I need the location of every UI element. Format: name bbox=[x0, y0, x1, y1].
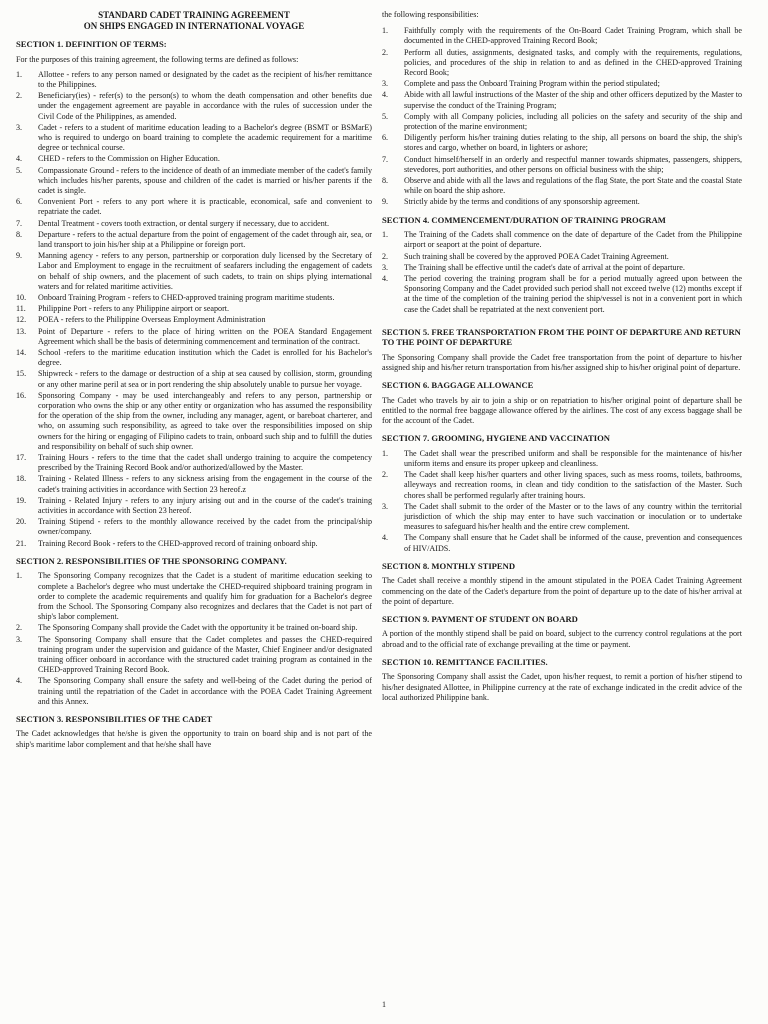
list-item-text: The Sponsoring Company shall ensure that the Cadet completes and passes the CHED-required training program under the supervision and guidance of the Master, Chief Engineer and/or designated training officer onboard in accordance with the structured cadet training program as contained in the CHED-approved Training Record Book. bbox=[38, 634, 372, 675]
section-5-heading: SECTION 5. FREE TRANSPORTATION FROM THE POINT OF DEPARTURE AND RETURN TO THE POINT OF DEPARTURE bbox=[382, 326, 741, 348]
list-item bbox=[16, 166, 372, 197]
list-item bbox=[16, 369, 372, 389]
list-item-number: 9. bbox=[382, 197, 389, 207]
list-item-text: The Cadet shall keep his/her quarters and other living spaces, such as mess rooms, toilets, bathrooms, alleyways and recreation rooms, in clean and tidy condition to the satisfaction of the Master. Such chores shall be performed regularly after training hours. bbox=[404, 470, 742, 500]
list-item bbox=[382, 176, 742, 196]
list-item bbox=[16, 154, 372, 164]
list-item bbox=[16, 91, 372, 122]
list-item-number: 2. bbox=[16, 623, 23, 633]
list-item-number: 3. bbox=[382, 262, 389, 272]
list-item-text: The Training shall be effective until the cadet's date of arrival at the point of departure. bbox=[404, 262, 685, 272]
list-item-text: School -refers to the maritime education institution which the Cadet is enrolled for his Bachelor's degree. bbox=[38, 347, 372, 368]
list-item bbox=[16, 251, 372, 292]
list-item-number: 1. bbox=[382, 230, 389, 240]
list-item bbox=[16, 517, 372, 537]
list-item-number: 7. bbox=[16, 218, 23, 228]
list-item-number: 11. bbox=[16, 304, 26, 314]
list-item-text: Sponsoring Company - may be used interchangeably and refers to any person, partnership or corporation who owns the ship or any other entity or organization who has assumed the responsibility for the operation of the ship from the owner, including any manager, agent, or bareboat charterer, and who, on assuming such responsibility, as agreed to take over the responsibilities imposed on ship owners for the hiring or engaging of Filipino cadets to train, onboard such ship and to fulfill the duties and responsibility on behalf of such ship owner. bbox=[38, 390, 372, 451]
list-item-text: Conduct himself/herself in an orderly and respectful manner towards shipmates, passengers, shippers, stevedores, port authorities, and other persons on official business with the ship; bbox=[404, 154, 742, 174]
list-item bbox=[382, 48, 742, 79]
list-item-text: The Company shall ensure that he Cadet shall be informed of the cause, prevention and consequences of HIV/AIDS. bbox=[404, 533, 742, 553]
list-item-text: Strictly abide by the terms and conditions of any sponsorship agreement. bbox=[404, 197, 640, 207]
list-item bbox=[382, 449, 742, 469]
section-7-heading: SECTION 7. GROOMING, HYGIENE AND VACCINATION bbox=[382, 433, 611, 444]
list-item-number: 3. bbox=[382, 79, 389, 89]
list-item-text: Training Record Book - refers to the CHED-approved record of training onboard ship. bbox=[38, 538, 318, 548]
list-item-number: 3. bbox=[16, 122, 23, 132]
section-1-list bbox=[16, 70, 372, 549]
document-title bbox=[16, 10, 372, 32]
section-1-intro: For the purposes of this training agreement, the following terms are defined as follows: bbox=[16, 54, 299, 64]
list-item-number: 14. bbox=[16, 347, 27, 357]
section-7-list bbox=[382, 449, 742, 554]
list-item-text: Onboard Training Program - refers to CHED-approved training program maritime students. bbox=[38, 292, 335, 302]
section-5-body: The Sponsoring Company shall provide the Cadet free transportation from the point of departure to his/her assigned ship and his/her return transportation from his/her assigned ship to his/her original point of departure. bbox=[382, 352, 742, 372]
list-item bbox=[16, 219, 372, 229]
section-8-heading: SECTION 8. MONTHLY STIPEND bbox=[382, 560, 516, 571]
list-item bbox=[382, 197, 742, 207]
section-3-continuation: the following responsibilities: bbox=[382, 10, 479, 19]
list-item-number: 1. bbox=[16, 69, 23, 79]
list-item bbox=[16, 230, 372, 250]
list-item-text: Comply with all Company policies, including all policies on the safety and security of the ship and protection of the marine environment; bbox=[404, 111, 742, 132]
list-item-number: 17. bbox=[16, 453, 27, 463]
page-number: 1 bbox=[382, 1000, 386, 1009]
list-item-text: Training - Related Injury - refers to any injury arising out and in the course of the cadet's training activities in accordance with Section 23 hereof. bbox=[38, 495, 372, 516]
list-item bbox=[16, 70, 372, 90]
list-item bbox=[16, 474, 372, 494]
list-item-text: Observe and abide with all the laws and regulations of the flag State, the port State and the coastal State while on board the ship ashore. bbox=[404, 176, 742, 196]
list-item-number: 4. bbox=[382, 533, 389, 543]
list-item-number: 2. bbox=[382, 47, 389, 57]
list-item-number: 8. bbox=[382, 176, 389, 186]
list-item-number: 3. bbox=[382, 501, 389, 511]
list-item bbox=[382, 502, 742, 533]
section-8-body: The Cadet shall receive a monthly stipend in the amount stipulated in the POEA Cadet Training Agreement commencing on the date of the Cadet's departure from the point of departure up to the date of his/her arrival at the point of departure. bbox=[382, 576, 742, 606]
left-column bbox=[16, 10, 372, 755]
list-item-number: 4. bbox=[382, 273, 389, 283]
list-item bbox=[382, 112, 742, 132]
list-item bbox=[16, 496, 372, 516]
list-item-text: Training Hours - refers to the time that the cadet shall undergo training to acquire the competency prescribed by the Training Record Book and/or authorized/allowed by the Master. bbox=[38, 453, 372, 473]
section-6-body: The Cadet who travels by air to join a ship or on repatriation to his/her original point of departure shall be entitled to the normal free baggage allowance offered by the airlines. The cost of any excess baggage shall be for the account of the Cadet. bbox=[382, 395, 742, 426]
list-item bbox=[16, 635, 372, 676]
list-item-text: The Training of the Cadets shall commence on the date of departure of the Cadet from the Philippine airport or seaport at the point of departure. bbox=[404, 230, 742, 250]
section-10-heading: SECTION 10. REMITTANCE FACILITIES. bbox=[382, 656, 548, 667]
list-item bbox=[16, 571, 372, 622]
list-item bbox=[16, 304, 372, 314]
list-item-text: Manning agency - refers to any person, partnership or corporation duly licensed by the Secretary of Labor and Employment to engage in the recruitment of seafarers including the engagement of cadets on behalf of ship owners, and the placement of such cadets, to train on ships plying international waters and for related maritime activities. bbox=[38, 251, 372, 291]
list-item-number: 15. bbox=[16, 369, 27, 379]
section-9-body: A portion of the monthly stipend shall be paid on board, subject to the currency control regulations at the port abroad and to the official rate of exchange prevailing at the time or payment. bbox=[382, 629, 742, 649]
list-item-number: 1. bbox=[382, 26, 389, 36]
list-item-number: 10. bbox=[16, 292, 27, 302]
list-item bbox=[16, 453, 372, 473]
list-item-number: 1. bbox=[16, 571, 23, 581]
list-item-number: 21. bbox=[16, 538, 27, 548]
list-item-number: 9. bbox=[16, 251, 23, 261]
list-item-number: 8. bbox=[16, 229, 23, 239]
list-item-text: Departure - refers to the actual departure from the point of engagement of the cadet through air, sea, or land transport to join his/her ship at a Philippine or foreign port. bbox=[38, 229, 372, 249]
list-item-number: 3. bbox=[16, 634, 23, 644]
list-item bbox=[382, 470, 742, 501]
list-item-text: Such training shall be covered by the approved POEA Cadet Training Agreement. bbox=[404, 251, 669, 261]
section-3-heading: SECTION 3. RESPONSIBILITIES OF THE CADET bbox=[16, 713, 213, 724]
list-item bbox=[16, 327, 372, 347]
list-item-text: The period covering the training program shall be for a period mutually agreed upon between the Sponsoring Company and the Cadet provided such period shall not exceed twelve (12) months except if at the time of the completion of the training period the ship/vessel is not in a convenient port in which case the Cadet shall be repatriated at the next convenient port. bbox=[404, 273, 742, 314]
list-item-text: Cadet - refers to a student of maritime education leading to a Bachelor's degree (BSMT or BSMarE) who is required to undergo on board training to complete the academic requirement for a maritime degree or technical course. bbox=[38, 122, 372, 153]
list-item-number: 4. bbox=[16, 154, 23, 164]
list-item-text: Compassionate Ground - refers to the incidence of death of an immediate member of the cadet's family which includes his/her parents, spouse and children of the cadet is married or his/her parents if the cadet is single. bbox=[38, 165, 372, 195]
list-item bbox=[16, 315, 372, 325]
right-column bbox=[382, 10, 742, 708]
title-line-1: STANDARD CADET TRAINING AGREEMENT bbox=[98, 10, 290, 20]
list-item-number: 13. bbox=[16, 326, 27, 336]
list-item-text: POEA - refers to the Philippine Overseas Employment Administration bbox=[38, 315, 266, 325]
section-4-list bbox=[382, 230, 742, 315]
list-item bbox=[16, 623, 372, 633]
list-item-number: 1. bbox=[382, 448, 389, 458]
list-item bbox=[382, 133, 742, 153]
list-item-text: The Sponsoring Company shall provide the Cadet with the opportunity it be trained on-board ship. bbox=[38, 623, 358, 633]
list-item bbox=[16, 348, 372, 368]
list-item bbox=[16, 391, 372, 452]
section-3-intro: The Cadet acknowledges that he/she is given the opportunity to train on board ship and is not part of the ship's maritime labor complement and that he/she shall have bbox=[16, 729, 372, 749]
list-item-number: 6. bbox=[16, 197, 23, 207]
list-item-text: Faithfully comply with the requirements of the On-Board Cadet Training Program, which shall be documented in the CHED-approved Training Record Book; bbox=[404, 26, 742, 46]
list-item-number: 2. bbox=[382, 470, 389, 480]
list-item-text: Beneficiary(ies) - refer(s) to the person(s) to whom the death compensation and other benefits due under the engagement agreement are payable in accordance with the rules of succession under the Civil Code of the Philippines, as amended. bbox=[38, 91, 372, 121]
section-4-heading: SECTION 4. COMMENCEMENT/DURATION OF TRAINING PROGRAM bbox=[382, 214, 666, 225]
list-item bbox=[382, 252, 742, 262]
list-item bbox=[16, 293, 372, 303]
list-item bbox=[16, 539, 372, 549]
list-item-text: The Sponsoring Company recognizes that the Cadet is a student of maritime education seeking to complete a Bachelor's degree who must undertake the CHED-required shipboard training program in order to complete the academic requirements and qualify him for graduation for a Bachelor's degree from the School. The Sponsoring Company also recognizes and declares that the Cadet is not part of ship's labor complement. bbox=[38, 571, 372, 622]
list-item-text: Shipwreck - refers to the damage or destruction of a ship at sea caused by collision, storm, grounding or any other marine peril at sea or in port rendering the ship absolutely unable to pursue her voyage. bbox=[38, 369, 372, 389]
section-9-heading: SECTION 9. PAYMENT OF STUDENT ON BOARD bbox=[382, 613, 578, 624]
section-2-heading: SECTION 2. RESPONSIBILITIES OF THE SPONSORING COMPANY. bbox=[16, 555, 287, 566]
list-item bbox=[16, 197, 372, 217]
list-item-text: Training Stipend - refers to the monthly allowance received by the cadet from the principal/ship owner/company. bbox=[38, 517, 372, 537]
list-item-text: The Cadet shall submit to the order of the Master or to the laws of any country within the territorial jurisdiction of which the ship may enter to have such vaccination or inoculation or to undertake measures to safeguard his/her health and the entire crew complement. bbox=[404, 501, 742, 532]
list-item-number: 16. bbox=[16, 390, 27, 400]
list-item-number: 19. bbox=[16, 495, 27, 505]
section-6-heading: SECTION 6. BAGGAGE ALLOWANCE bbox=[382, 380, 534, 391]
list-item-text: Philippine Port - refers to any Philippine airport or seaport. bbox=[38, 304, 230, 314]
list-item-text: Perform all duties, assignments, designated tasks, and comply with the requirements, regulations, policies, and procedures of the ship in relation to and as defined in the CHED-approved Training Record Book; bbox=[404, 47, 742, 78]
list-item-text: CHED - refers to the Commission on Higher Education. bbox=[38, 154, 220, 164]
list-item-number: 7. bbox=[382, 154, 389, 164]
list-item bbox=[382, 263, 742, 273]
section-3-list bbox=[382, 26, 742, 207]
list-item-number: 4. bbox=[16, 676, 23, 686]
list-item-number: 2. bbox=[382, 251, 389, 261]
list-item-number: 5. bbox=[382, 111, 389, 121]
list-item bbox=[382, 533, 742, 553]
list-item-text: Dental Treatment - covers tooth extraction, or dental surgery if necessary, due to accident. bbox=[38, 218, 330, 228]
section-1-heading: SECTION 1. DEFINITION OF TERMS: bbox=[16, 39, 167, 49]
list-item bbox=[382, 79, 742, 89]
section-10-body: The Sponsoring Company shall assist the Cadet, upon his/her request, to remit a portion of his/her stipend to his/her designated Allottee, in Philippine currency at the rate of exchange indicated in the credit advice of the local authorized Philippine bank. bbox=[382, 672, 742, 702]
list-item bbox=[382, 274, 742, 315]
list-item-text: The Cadet shall wear the prescribed uniform and shall be responsible for the maintenance of his/her uniform items and ensure its proper upkeep and cleanliness. bbox=[404, 448, 742, 468]
list-item bbox=[16, 123, 372, 154]
title-line-2: ON SHIPS ENGAGED IN INTERNATIONAL VOYAGE bbox=[83, 21, 305, 31]
list-item-text: Convenient Port - refers to any port where it is practicable, economical, safe and convenient to repatriate the cadet. bbox=[38, 197, 372, 217]
list-item-number: 6. bbox=[382, 133, 389, 143]
list-item-number: 20. bbox=[16, 517, 27, 527]
list-item bbox=[382, 26, 742, 46]
list-item-number: 18. bbox=[16, 474, 27, 484]
list-item bbox=[382, 90, 742, 110]
list-item-number: 12. bbox=[16, 315, 27, 325]
list-item-number: 2. bbox=[16, 91, 23, 101]
list-item-number: 5. bbox=[16, 165, 23, 175]
list-item-text: The Sponsoring Company shall ensure the safety and well-being of the Cadet during the period of training until the repatriation of the Cadet in accordance with the POEA Cadet Training Agreement and this Annex. bbox=[38, 676, 372, 706]
list-item-text: Diligently perform his/her training duties relating to the ship, all persons on board the ship, the ship's stores and cargo, whether on board, in lighters or ashore; bbox=[404, 133, 742, 153]
list-item-text: Point of Departure - refers to the place of hiring written on the POEA Standard Engagement Agreement which shall be the basis of determining commencement and termination of the contract. bbox=[38, 326, 372, 346]
list-item-text: Allottee - refers to any person named or designated by the cadet as the recipient of his/her remittance to the Philippines. bbox=[38, 69, 372, 89]
list-item bbox=[382, 155, 742, 175]
list-item-text: Complete and pass the Onboard Training Program within the period stipulated; bbox=[404, 79, 660, 89]
section-2-list bbox=[16, 571, 372, 707]
list-item-text: Training - Related Illness - refers to any sickness arising from the engagement in the course of the cadet's training activities in accordance with Section 23 hereof.z bbox=[38, 474, 372, 494]
list-item-text: Abide with all lawful instructions of the Master of the ship and other officers deputized by the Master to supervise the conduct of the Training Program; bbox=[404, 90, 742, 110]
list-item bbox=[16, 676, 372, 707]
list-item-number: 4. bbox=[382, 90, 389, 100]
list-item bbox=[382, 230, 742, 250]
